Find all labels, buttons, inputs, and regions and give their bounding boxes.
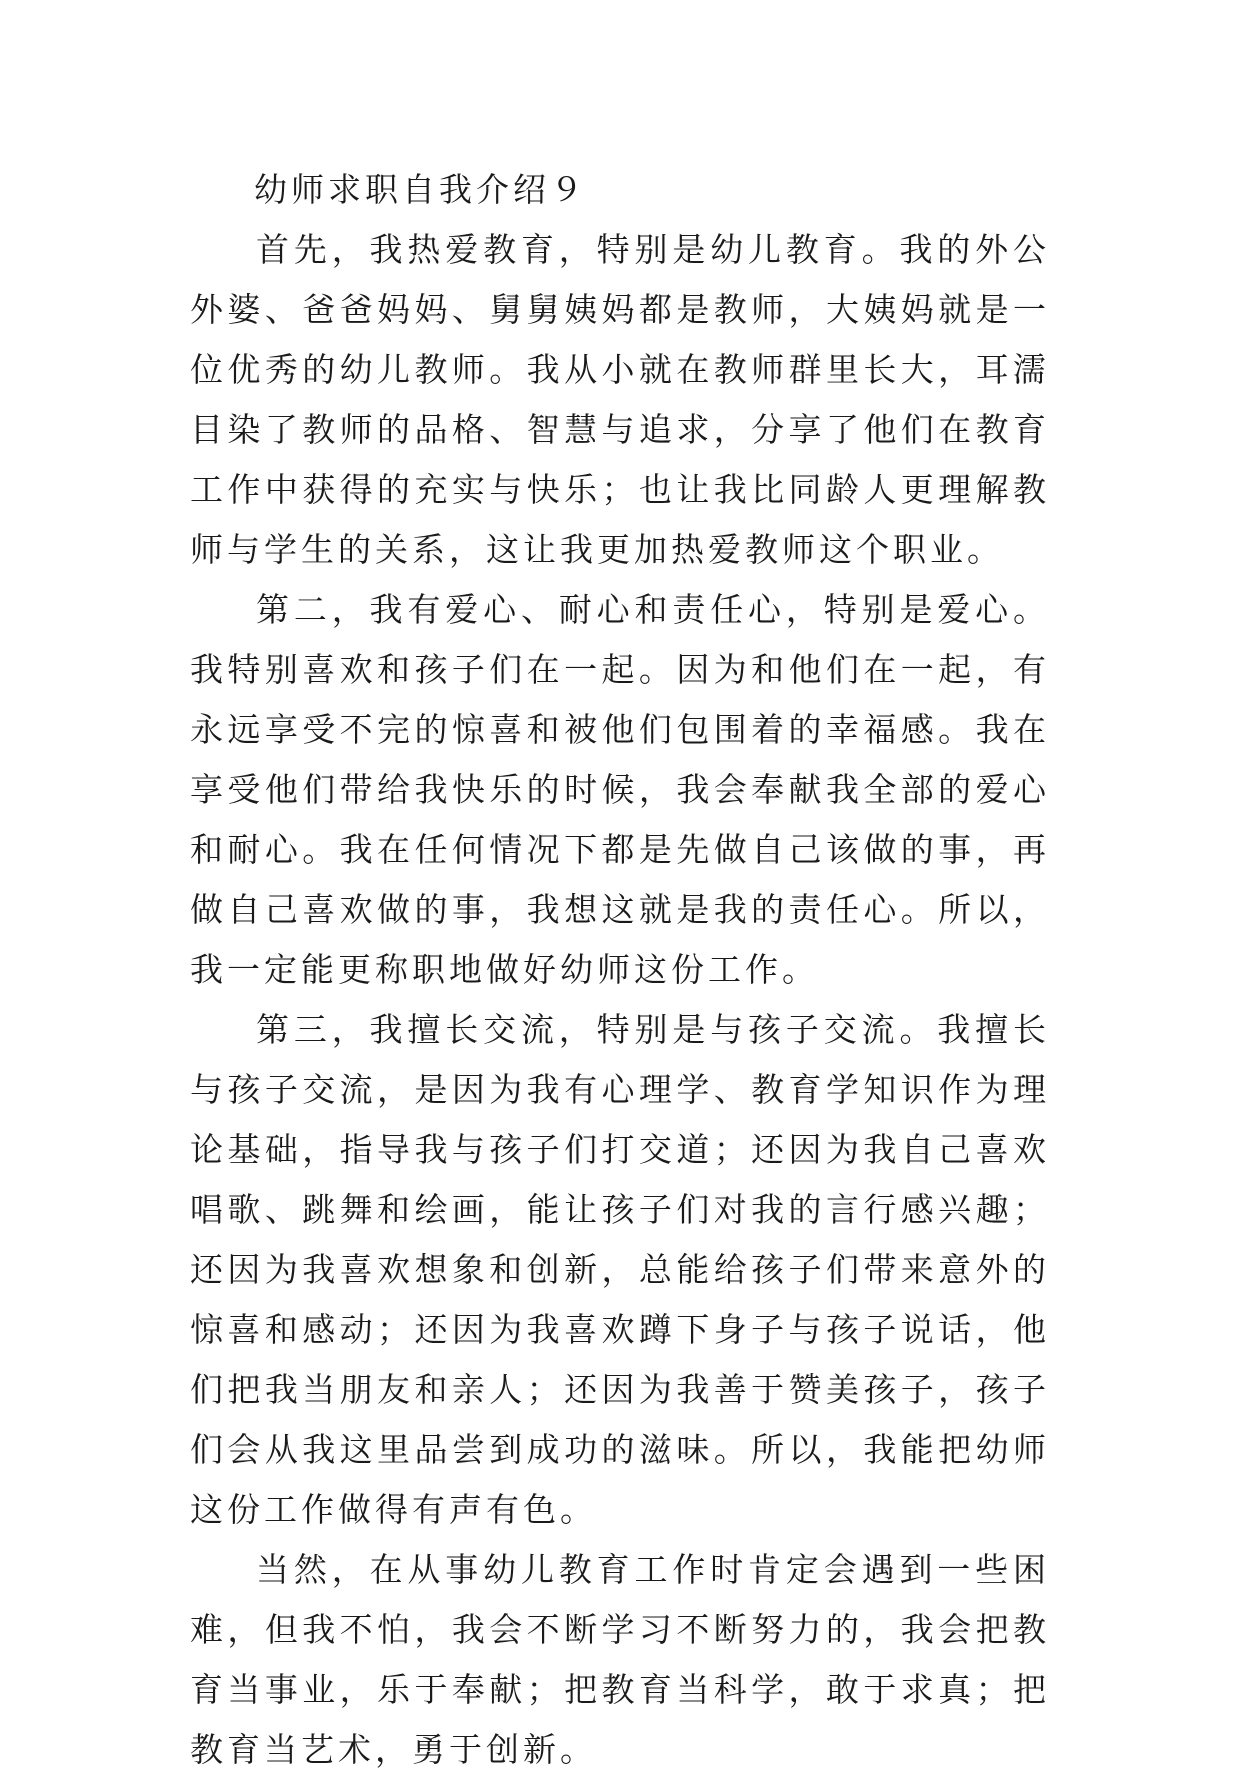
document-body xyxy=(190,160,1050,1780)
paragraph-3: 第三，我擅长交流，特别是与孩子交流。我擅长与孩子交流，是因为我有心理学、教育学知识作为理论基础，指导我与孩子们打交道；还因为我自己喜欢唱歌、跳舞和绘画，能让孩子们对我的言行感兴趣；还因为我喜欢想象和创新，总能给孩子们带来意外的惊喜和感动；还因为我喜欢蹲下身子与孩子说话，他们把我当朋友和亲人；还因为我善于赞美孩子，孩子们会从我这里品尝到成功的滋味。所以，我能把幼师这份工作做得有声有色。 xyxy=(190,1010,1050,1529)
paragraph-1: 首先，我热爱教育，特别是幼儿教育。我的外公外婆、爸爸妈妈、舅舅姨妈都是教师，大姨妈就是一位优秀的幼儿教师。我从小就在教师群里长大，耳濡目染了教师的品格、智慧与追求，分享了他们在教育工作中获得的充实与快乐；也让我比同龄人更理解教师与学生的关系，这让我更加热爱教师这个职业。 xyxy=(190,230,1050,569)
paragraph-4: 当然，在从事幼儿教育工作时肯定会遇到一些困难，但我不怕，我会不断学习不断努力的，我会把教育当事业，乐于奉献；把教育当科学，敢于求真；把教育当艺术，勇于创新。 xyxy=(190,1550,1050,1769)
document-title: 幼师求职自我介绍９ xyxy=(254,170,587,209)
paragraph-2: 第二，我有爱心、耐心和责任心，特别是爱心。我特别喜欢和孩子们在一起。因为和他们在一起，有永远享受不完的惊喜和被他们包围着的幸福感。我在享受他们带给我快乐的时候，我会奉献我全部的爱心和耐心。我在任何情况下都是先做自己该做的事，再做自己喜欢做的事，我想这就是我的责任心。所以，我一定能更称职地做好幼师这份工作。 xyxy=(190,590,1050,989)
